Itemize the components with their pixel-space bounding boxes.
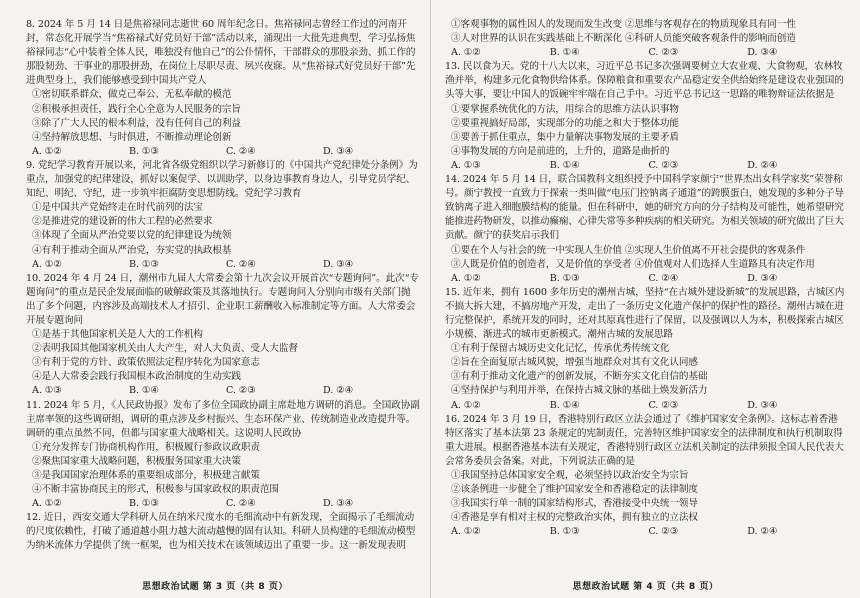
- answer-c: C. ②③: [226, 385, 256, 397]
- option-line: ①是中国共产党始终走在时代前列的法宝: [32, 202, 203, 214]
- answer-b: B. ①④: [549, 399, 580, 411]
- option-line: ②该条例进一步健全了维护国家安全和香港稳定的法律制度: [451, 484, 698, 496]
- answer-b: B. ①④: [549, 159, 580, 171]
- option-line: ④坚持解放思想、与时俱进，不断推动理论创新: [32, 131, 232, 143]
- option-line: ②是推进党的建设新的伟大工程的必然要求: [32, 216, 213, 228]
- question-stem: 13. 民以食为天。党的十八大以来，习近平总书记多次强调要树立大农业观、大食物观，农林牧渔并举，构建多元化食物供给体系。保障粮食和重要农产品稳定安全供给始终是建设农业强国的头等大事，要让中国人的饭碗牢牢端在自己手中。习近平总书记这一思路的唯物辩证法依据是: [445, 61, 844, 101]
- answer-d: D. ③④: [323, 258, 354, 270]
- question-stem: 8. 2024 年 5 月 14 日是焦裕禄同志逝世 60 周年纪念日。焦裕禄同志曾经工作过的河南开封，常态化开展学当“焦裕禄式好党员好干部”活动以来，涌现出一大批先进典型，学习弘扬焦裕禄同志“心中装着全体人民，唯独没有他自己”的公仆情怀，干部群众的那股亲劲、抓工作的那股韧劲、干事业的那股拼劲，在岗位上尽职尽责、夙兴夜寐。从“焦裕禄式好党员好干部”先进典型身上，我们能够感受到中国共产党人: [26, 19, 416, 87]
- answer-a: A. ①②: [32, 258, 62, 270]
- question-block: [26, 159, 420, 272]
- option-line: ①是基于其他国家机关是人大的工作机构: [32, 329, 203, 341]
- answer-c: C. ②③: [648, 47, 679, 59]
- question-stem: 9. 党纪学习教育开展以来，河北省各级党组织以学习新修订的《中国共产党纪律处分条例》为重点，加强党的纪律建设，抓好以案促学、以训助学，以身边事教育身边人，引导党员学纪、知纪、明纪、守纪，进一步筑牢拒腐防变思想防线。党纪学习教育: [26, 159, 418, 200]
- answer-d: D. ③④: [323, 145, 354, 157]
- question-block: [445, 173, 846, 286]
- option-line: ③要善于抓住重点，集中力量解决事物发展的主要矛盾: [451, 131, 679, 143]
- question-block: [26, 511, 420, 553]
- option-line: ①要在个人与社会的统一中实现人生价值 ②实现人生价值离不开社会提供的客观条件: [451, 244, 806, 256]
- answer-d: D. ③④: [747, 272, 778, 284]
- page-footer-left: 思想政治试题 第 3 页（共 8 页）: [142, 581, 288, 592]
- option-line: ③有利于推动文化遗产的创新发展，不断夯实文化自信的基础: [451, 371, 708, 383]
- left-question-list: [26, 18, 420, 554]
- option-line: ③是我国国家治理体系的重要组成部分，积极建言献策: [32, 470, 260, 481]
- answer-a: A. ①②: [32, 498, 62, 510]
- answer-choices: [445, 399, 846, 413]
- answer-choices: [445, 272, 846, 286]
- answer-c: C. ②④: [226, 498, 256, 510]
- answer-b: B. ①③: [549, 526, 580, 538]
- page-4: [430, 0, 860, 598]
- question-block: [26, 272, 420, 399]
- answer-choices: [26, 384, 420, 398]
- option-line: ③人对世界的认识在实践基础上不断深化 ④科研人员能突破客观条件的影响而创造: [451, 33, 796, 45]
- answer-a: A. ①②: [451, 526, 481, 538]
- option-line: ④坚持保护与利用并举，在保持古城文脉的基础上焕发新活力: [451, 385, 708, 397]
- question-stem: 14. 2024 年 5 月 14 日，联合国教科文组织授予中国科学家颜宁“世界杰出女科学家奖”荣誉称号。颜宁教授一直致力于探索一类叫做“电压门控钠离子通道”的跨膜蛋白，她发现的多种分子导致钠离子进入细胞膜结构的能量。但在科研中，她的研究方向的分子结构及可能性，她希望研究能推进药物研发，以推动癫痫、心律失常等多种疾病的相关研究。为相关领域的研究做出了巨大贡献。颜宁的获奖启示我们: [445, 174, 844, 242]
- option-line: ①密切联系群众，做克己奉公、无私奉献的模范: [32, 89, 232, 101]
- question-block: [445, 286, 846, 413]
- option-line: ②表明我国其他国家机关由人大产生，对人大负责、受人大监督: [32, 343, 298, 355]
- answer-a: A. ①②: [451, 399, 481, 411]
- answer-b: B. ①④: [549, 47, 580, 59]
- answer-choices: [445, 159, 846, 173]
- option-line: ①客观事物的属性因人的发现而发生改变 ②思维与客观存在的物质现象具有同一性: [451, 19, 796, 30]
- question-block: [26, 399, 420, 512]
- answer-d: D. ③④: [747, 47, 778, 59]
- option-line: ③我国实行单一制的国家结构形式，香港接受中央统一领导: [451, 498, 698, 510]
- answer-b: B. ①④: [129, 385, 159, 397]
- option-line: ②聚焦国家重大战略问题，积极服务国家重大决策: [32, 455, 241, 467]
- answer-d: D. ③④: [747, 399, 778, 411]
- option-line: ③体现了全面从严治党要以党的纪律建设为统领: [32, 230, 232, 242]
- carry-over-block: [445, 18, 846, 60]
- option-line: ①要掌握系统优化的方法，用综合的思维方法认识事物: [451, 103, 679, 115]
- right-question-list: [445, 60, 846, 539]
- answer-c: C. ②③: [648, 399, 679, 411]
- question-block: [445, 413, 846, 540]
- option-line: ①我国坚持总体国家安全观，必须坚持以政治安全为宗旨: [451, 470, 689, 481]
- question-stem: 10. 2024 年 4 月 24 日，潮州市九届人大常委会第十九次会议开展首次“专题询问”。此次“专题询问”的重点是民企发展面临的破解政策及其落地执行。专题询问人分别向市级有关部门抛出了多个问题，内容涉及高端技术人才招引、企业职工薪酬收入标准制定等方面。人大常委会开展专题询问: [26, 272, 419, 326]
- question-stem: 12. 近日，西安交通大学科研人员在纳米尺度水的毛细流动中有新发现，全面揭示了毛细流动的尺度依赖性，打破了通道越小阻力越大流动越慢的固有认知。科研人员构建的毛细流动模型为纳米流体力学提供了统一框架，也为相关技术在该领域迈出了重要一步。这一新发现表明: [26, 512, 416, 552]
- option-line: ①有利于保留古城历史文化记忆，传承优秀传统文化: [451, 343, 670, 355]
- question-stem: 11. 2024 年 5 月，《人民政协报》发布了多位全国政协副主席赴地方调研的消息。全国政协副主席率领的这些调研组，调研的重点涉及乡村振兴、生态环保产业、传统制造业改造提升等。调研的重点虽然不同，但都与国家重大战略相关。这说明人民政协: [26, 399, 420, 439]
- question-stem: 16. 2024 年 3 月 19 日，香港特别行政区立法会通过了《维护国家安全条例》。这标志着香港特区落实了基本法第 23 条规定的宪制责任，完善特区维护国家安全的法律制度和执行机制取得重大进展。根据香港基本法有关规定，香港特别行政区立法机关制定的法律须报全国人民代表大会常务委员会备案。对此，下列说法正确的是: [445, 413, 844, 467]
- question-block: [26, 18, 420, 159]
- option-line: ①充分发挥专门协商机构作用，积极履行参政议政职责: [32, 441, 260, 453]
- page-footer-right: 思想政治试题 第 4 页（共 8 页）: [572, 581, 719, 592]
- answer-choices: [26, 497, 420, 511]
- answer-b: B. ①③: [129, 145, 159, 157]
- answer-b: B. ①③: [549, 272, 580, 284]
- option-line: ④不断丰富协商民主的形式，积极参与国家政权的职责范围: [32, 484, 279, 496]
- answer-choices: [445, 525, 846, 539]
- answer-a: A. ①③: [32, 385, 62, 397]
- answer-choices: [26, 258, 420, 272]
- option-line: ②旨在全面复原古城风貌，增强当地群众对其有文化认同感: [451, 357, 698, 369]
- answer-choices: [26, 145, 420, 159]
- option-line: ④香港是享有相对主权的完整政治实体，拥有独立的立法权: [451, 512, 698, 524]
- answer-a: A. ①②: [451, 272, 481, 284]
- answer-c: C. ②④: [648, 272, 679, 284]
- option-line: ③有利于党的方针、政策依照法定程序转化为国家意志: [32, 357, 260, 369]
- answer-c: C. ②③: [648, 526, 679, 538]
- question-block: [445, 60, 846, 173]
- answer-c: C. ②④: [226, 145, 256, 157]
- answer-d: D. ②④: [323, 385, 354, 397]
- option-line: ④事物发展的方向是前进的，上升的，道路是曲折的: [451, 145, 670, 157]
- answer-c: C. ②③: [648, 159, 679, 171]
- answer-choices: [445, 46, 846, 60]
- answer-a: A. ①③: [451, 159, 481, 171]
- option-line: ③除了广大人民的根本利益，没有任何自己的利益: [32, 117, 241, 129]
- answer-d: D. ③④: [323, 498, 354, 510]
- answer-a: A. ①②: [32, 145, 62, 157]
- answer-b: B. ①③: [129, 498, 159, 510]
- answer-a: A. ①②: [451, 47, 481, 59]
- option-line: ②要重视搞好局部，实现部分的功能之和大于整体功能: [451, 117, 679, 129]
- answer-d: D. ②④: [747, 526, 778, 538]
- question-stem: 15. 近年来，拥有 1600 多年历史的潮州古城，坚持“在古城外建设新城”的发展思路，古城区内不搞大拆大建，不搞房地产开发，走出了一条历史文化遗产保护的保护性的路径。潮州古城在进行完整保护，系统开发的同时，还对其原真性进行了保留，以及强调以人为本，积极探索古城区小规模、渐进式的城市更新模式。潮州古城的发展思路: [445, 286, 845, 341]
- answer-b: B. ①③: [129, 258, 159, 270]
- answer-c: C. ②④: [226, 258, 256, 270]
- option-line: ③人既是价值的创造者，又是价值的享受者 ④价值观对人们选择人生道路具有决定作用: [451, 258, 815, 270]
- answer-d: D. ②④: [747, 159, 778, 171]
- option-line: ②积极承担责任，践行全心全意为人民服务的宗旨: [32, 103, 241, 115]
- option-line: ④有利于推动全面从严治党，夯实党的执政根基: [32, 244, 232, 256]
- option-line: ④是人大常委会践行我国根本政治制度的生动实践: [32, 371, 241, 383]
